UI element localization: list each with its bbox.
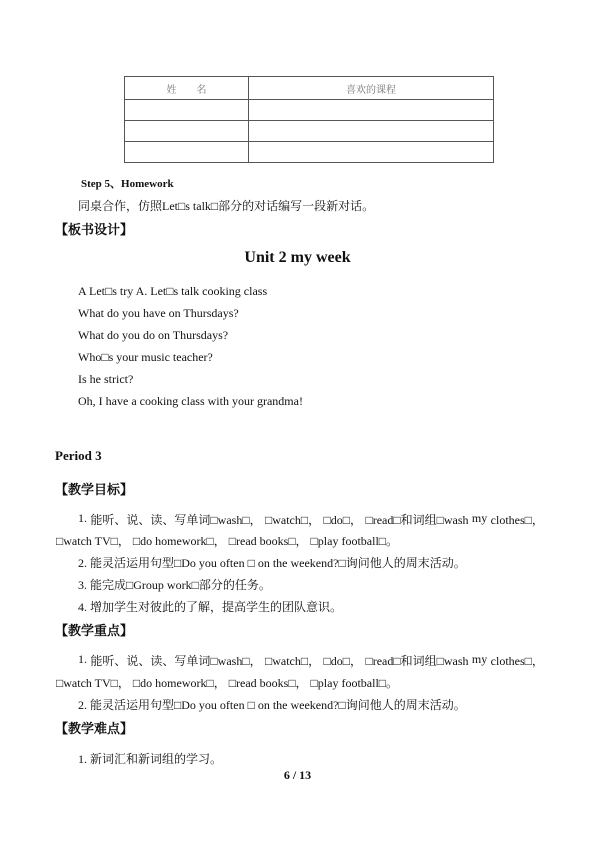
goal-text: 1.: [78, 511, 87, 525]
table-cell: [125, 121, 249, 142]
step5-text: 同桌合作，仿照Let□s talk□部分的对话编写一段新对话。: [78, 199, 375, 213]
board-line: Is he strict?: [78, 372, 134, 386]
difficulties-item-1: 1. 新词汇和新词组的学习。: [78, 752, 223, 766]
period-heading: Period 3: [55, 448, 102, 463]
goals-item-4: 4. 增加学生对彼此的了解，提高学生的团队意识。: [78, 600, 343, 614]
keypoints-item-1: [78, 652, 544, 669]
goal-text: □do□，: [323, 513, 363, 527]
table-cell: [249, 142, 494, 163]
keypoints-item-2: 2. 能灵活运用句型□Do you often □ on the weekend?□询问他人的周末活动。: [78, 698, 466, 712]
board-design-heading: 【板书设计】: [55, 223, 134, 238]
keypoint-text: □read□和词组□wash: [365, 654, 469, 668]
goal-text: □watch□，: [264, 513, 321, 527]
board-line: What do you have on Thursdays?: [78, 306, 239, 320]
goals-item-2: 2. 能灵活运用句型□Do you often □ on the weekend?□询问他人的周末活动。: [78, 556, 466, 570]
step5-heading: Step 5、Homework: [81, 178, 174, 190]
keypoint-text: 1.: [78, 652, 87, 666]
goal-text: clothes□，: [490, 513, 544, 527]
board-line: Oh, I have a cooking class with your grandma!: [78, 394, 303, 408]
table-cell: [125, 100, 249, 121]
table-cell: [125, 142, 249, 163]
keypoints-heading: 【教学重点】: [55, 624, 134, 639]
table-cell: [249, 100, 494, 121]
goal-text: my: [471, 511, 488, 525]
goal-text: 能听、说、读、写单词□wash□，: [90, 513, 262, 527]
survey-table: [124, 76, 494, 163]
goals-item-1-cont: □watch TV□， □do homework□， □read books□， □play football□。: [56, 534, 399, 548]
table-header-name: 姓 名: [125, 77, 249, 100]
board-line: Who□s your music teacher?: [78, 350, 213, 364]
keypoint-text: □do□，: [323, 654, 363, 668]
keypoint-text: clothes□，: [490, 654, 544, 668]
goals-heading: 【教学目标】: [55, 483, 134, 498]
keypoint-text: my: [471, 652, 488, 666]
table-row: [125, 142, 494, 163]
goal-text: □read□和词组□wash: [365, 513, 469, 527]
table-header-course: 喜欢的课程: [249, 77, 494, 100]
unit-title: Unit 2 my week: [244, 249, 351, 266]
page-number: 6 / 13: [283, 768, 312, 782]
board-line: What do you do on Thursdays?: [78, 328, 229, 342]
goals-item-3: 3. 能完成□Group work□部分的任务。: [78, 578, 271, 592]
table-cell: [249, 121, 494, 142]
keypoint-text: 能听、说、读、写单词□wash□，: [90, 654, 262, 668]
table-header-row: [125, 77, 494, 100]
table-row: [125, 121, 494, 142]
keypoints-item-1-cont: □watch TV□， □do homework□， □read books□， □play football□。: [56, 676, 399, 690]
board-line: A Let□s try A. Let□s talk cooking class: [78, 284, 268, 298]
table-row: [125, 100, 494, 121]
goals-item-1: [78, 511, 544, 528]
keypoint-text: □watch□，: [264, 654, 321, 668]
difficulties-heading: 【教学难点】: [55, 722, 134, 737]
